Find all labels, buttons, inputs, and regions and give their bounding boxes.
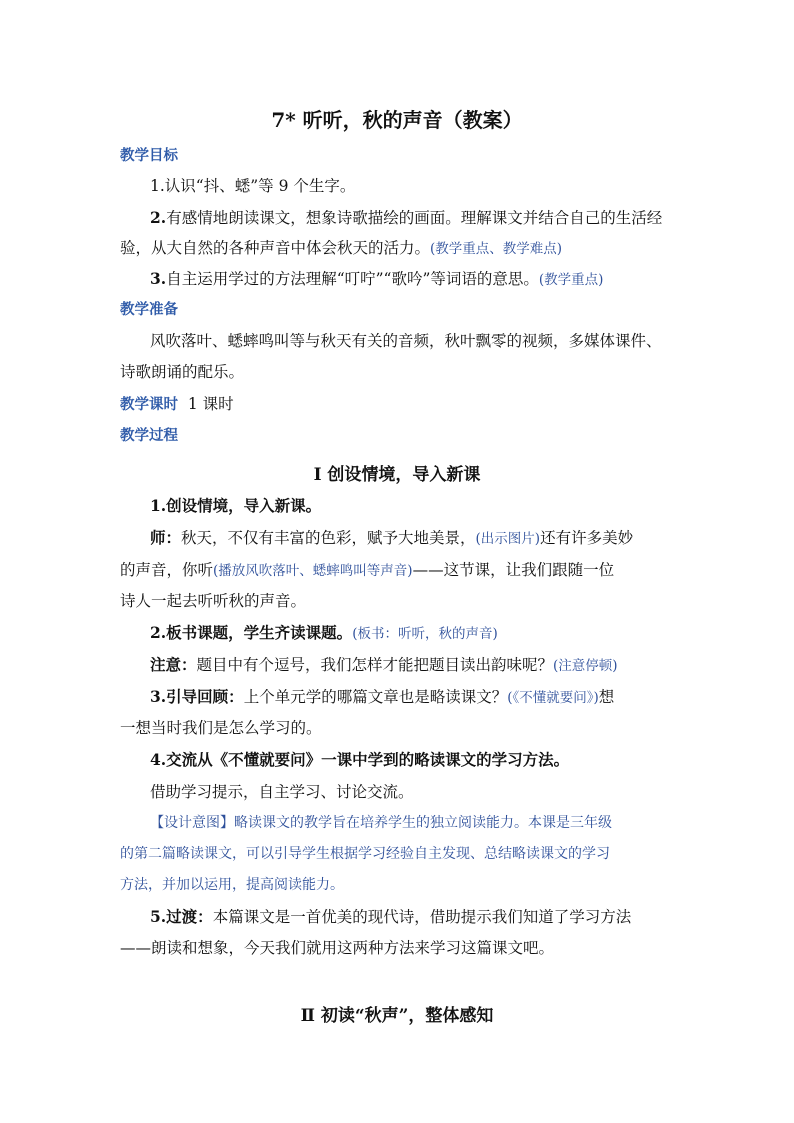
teaching-hours-value: 1 课时 xyxy=(187,395,234,413)
step-5-line-1 xyxy=(150,907,631,927)
goal-1: 1.认识“抖、蟋”等 9 个生字。 xyxy=(150,177,356,195)
attention-note: (注意停顿) xyxy=(553,658,618,674)
goal-3-note: (教学重点) xyxy=(538,272,604,288)
heading-teaching-goals: 教学目标 xyxy=(120,148,178,164)
goal-2-line-2 xyxy=(120,238,562,259)
step-5-text: 本篇课文是一首优美的现代诗，借助提示我们知道了学习方法 xyxy=(212,908,632,926)
design-intent-line-2: 的第二篇略读课文，可以引导学生根据学习经验自主发现、总结略读课文的学习 xyxy=(120,846,610,862)
teacher-text-1b: 还有许多美妙 xyxy=(540,529,634,547)
goal-2-text-cont: 验，从大自然的各种声音中体会秋天的活力。 xyxy=(120,239,431,257)
prep-line-2: 诗歌朗诵的配乐。 xyxy=(120,363,245,381)
goal-2-note: (教学重点、教学难点) xyxy=(430,241,563,257)
goal-3-text: 自主运用学过的方法理解“叮咛”“歌吟”等词语的意思。 xyxy=(166,270,539,288)
step-3-note: (《不懂就要问》) xyxy=(507,690,599,706)
heading-teaching-process: 教学过程 xyxy=(120,428,178,444)
teaching-hours xyxy=(120,394,234,415)
document-title: 7* 听听，秋的声音（教案） xyxy=(271,108,523,132)
teacher-line-2 xyxy=(120,560,614,581)
teacher-text-2b: ——这节课，让我们跟随一位 xyxy=(412,561,615,579)
step-4: 4.交流从《不懂就要问》一课中学到的略读课文的学习方法。 xyxy=(150,750,570,769)
step-3-label: 3.引导回顾： xyxy=(150,687,244,706)
teacher-text-2a: 的声音，你听 xyxy=(120,561,214,579)
goal-2-line-1 xyxy=(150,208,662,228)
step-5-label: 5.过渡： xyxy=(150,907,213,926)
teacher-label: 师： xyxy=(150,528,182,547)
design-intent-line-3: 方法，并加以运用，提高阅读能力。 xyxy=(120,877,344,893)
goal-2-text: 有感情地朗读课文，想象诗歌描绘的画面。理解课文并结合自己的生活经 xyxy=(166,209,663,227)
goal-2-number: 2. xyxy=(150,208,167,227)
teacher-line-1 xyxy=(150,528,633,549)
step-3-line-2: 一想当时我们是怎么学习的。 xyxy=(120,719,322,737)
teacher-line-3: 诗人一起去听听秋的声音。 xyxy=(120,592,307,610)
goal-3 xyxy=(150,269,603,290)
section-2-title: Ⅱ 初读“秋声”，整体感知 xyxy=(300,1006,494,1026)
heading-teaching-hours: 教学课时 xyxy=(120,397,178,413)
step-2-text: 2.板书课题，学生齐读课题。 xyxy=(150,623,353,642)
teacher-note-2: (播放风吹落叶、蟋蟀鸣叫等声音) xyxy=(213,563,413,579)
teacher-text-1a: 秋天，不仅有丰富的色彩，赋予大地美景， xyxy=(181,529,476,547)
prep-line-1: 风吹落叶、蟋蟀鸣叫等与秋天有关的音频，秋叶飘零的视频，多媒体课件、 xyxy=(150,332,662,350)
design-intent-line-1: 【设计意图】略读课文的教学旨在培养学生的独立阅读能力。本课是三年级 xyxy=(150,815,612,831)
goal-3-number: 3. xyxy=(150,269,167,288)
step-3-text: 上个单元学的哪篇文章也是略读课文？ xyxy=(243,688,508,706)
section-1-title: Ⅰ 创设情境，导入新课 xyxy=(313,465,481,485)
attention-line xyxy=(150,655,618,676)
heading-teaching-prep: 教学准备 xyxy=(120,302,178,318)
step-1: 1.创设情境，导入新课。 xyxy=(150,496,322,515)
step-4-sub: 借助学习提示，自主学习、讨论交流。 xyxy=(150,783,414,801)
step-3-tail: 想 xyxy=(598,688,615,706)
attention-text: 题目中有个逗号，我们怎样才能把题目读出韵味呢？ xyxy=(196,656,554,674)
step-5-line-2: ——朗读和想象，今天我们就用这两种方法来学习这篇课文吧。 xyxy=(120,939,555,957)
teacher-note-1: (出示图片) xyxy=(475,531,541,547)
step-2 xyxy=(150,623,498,644)
attention-label: 注意： xyxy=(150,655,197,674)
step-3-line-1 xyxy=(150,687,614,708)
step-2-note: (板书：听听，秋的声音) xyxy=(352,626,498,642)
